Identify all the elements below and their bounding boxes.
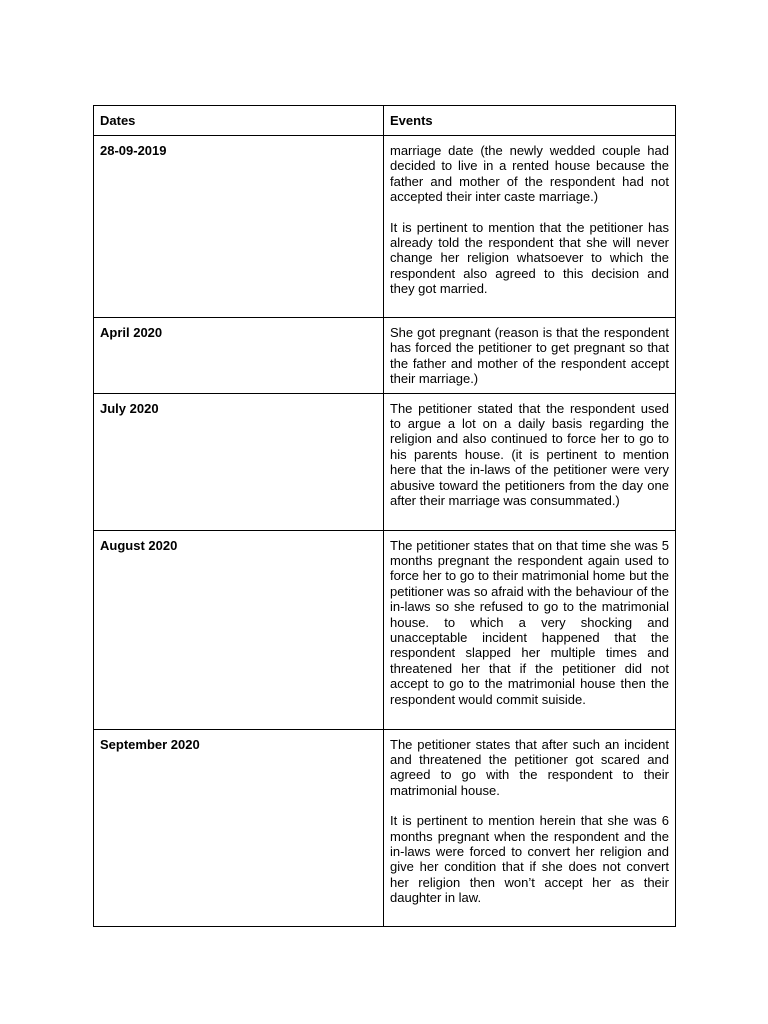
event-cell	[384, 530, 676, 729]
event-paragraph: The petitioner stated that the respondent used to argue a lot on a daily basis regarding the religion and also continued to force her to go to his parents house. (it is pertinent to mention here that the in-laws of the petitioner were very abusive toward the petitioners from the day one after their marriage was consummated.)	[390, 400, 669, 509]
table-row	[94, 729, 676, 926]
table-row	[94, 393, 676, 530]
event-paragraph: The petitioner states that on that time she was 5 months pregnant the respondent again used to force her to go to their matrimonial home but the petitioner was so afraid with the behaviour of the in-laws so she refused to go to the matrimonial house. to which a very shocking and unacceptable incident happened that the respondent slapped her multiple times and threatened her that if the petitioner did not accept to go to the matrimonial house then the respondent would commit suiside.	[390, 537, 669, 707]
event-cell	[384, 136, 676, 318]
table-row	[94, 136, 676, 318]
event-paragraph: It is pertinent to mention that the petitioner has already told the respondent that she will never change her religion whatsoever to which the respondent also agreed to this decision and they got married.	[390, 219, 669, 297]
events-table	[93, 105, 676, 927]
event-cell	[384, 318, 676, 394]
date-cell: July 2020	[94, 393, 384, 530]
date-cell: 28-09-2019	[94, 136, 384, 318]
table-header-row	[94, 106, 676, 136]
table-row	[94, 530, 676, 729]
event-cell	[384, 393, 676, 530]
header-dates: Dates	[94, 106, 384, 136]
event-paragraph: The petitioner states that after such an incident and threatened the petitioner got scared and agreed to go with the respondent to their matrimonial house.	[390, 736, 669, 798]
event-paragraph: marriage date (the newly wedded couple had decided to live in a rented house because the father and mother of the respondent had not accepted their inter caste marriage.)	[390, 143, 669, 205]
event-paragraph: It is pertinent to mention herein that she was 6 months pregnant when the respondent and the in-laws were forced to convert her religion and give her condition that if she does not convert her religion then won’t accept her as their daughter in law.	[390, 813, 669, 906]
event-paragraph: She got pregnant (reason is that the respondent has forced the petitioner to get pregnant so that the father and mother of the respondent accept their marriage.)	[390, 325, 669, 387]
date-cell: April 2020	[94, 318, 384, 394]
table-row	[94, 318, 676, 394]
date-cell: September 2020	[94, 729, 384, 926]
header-events: Events	[384, 106, 676, 136]
date-cell: August 2020	[94, 530, 384, 729]
event-cell	[384, 729, 676, 926]
